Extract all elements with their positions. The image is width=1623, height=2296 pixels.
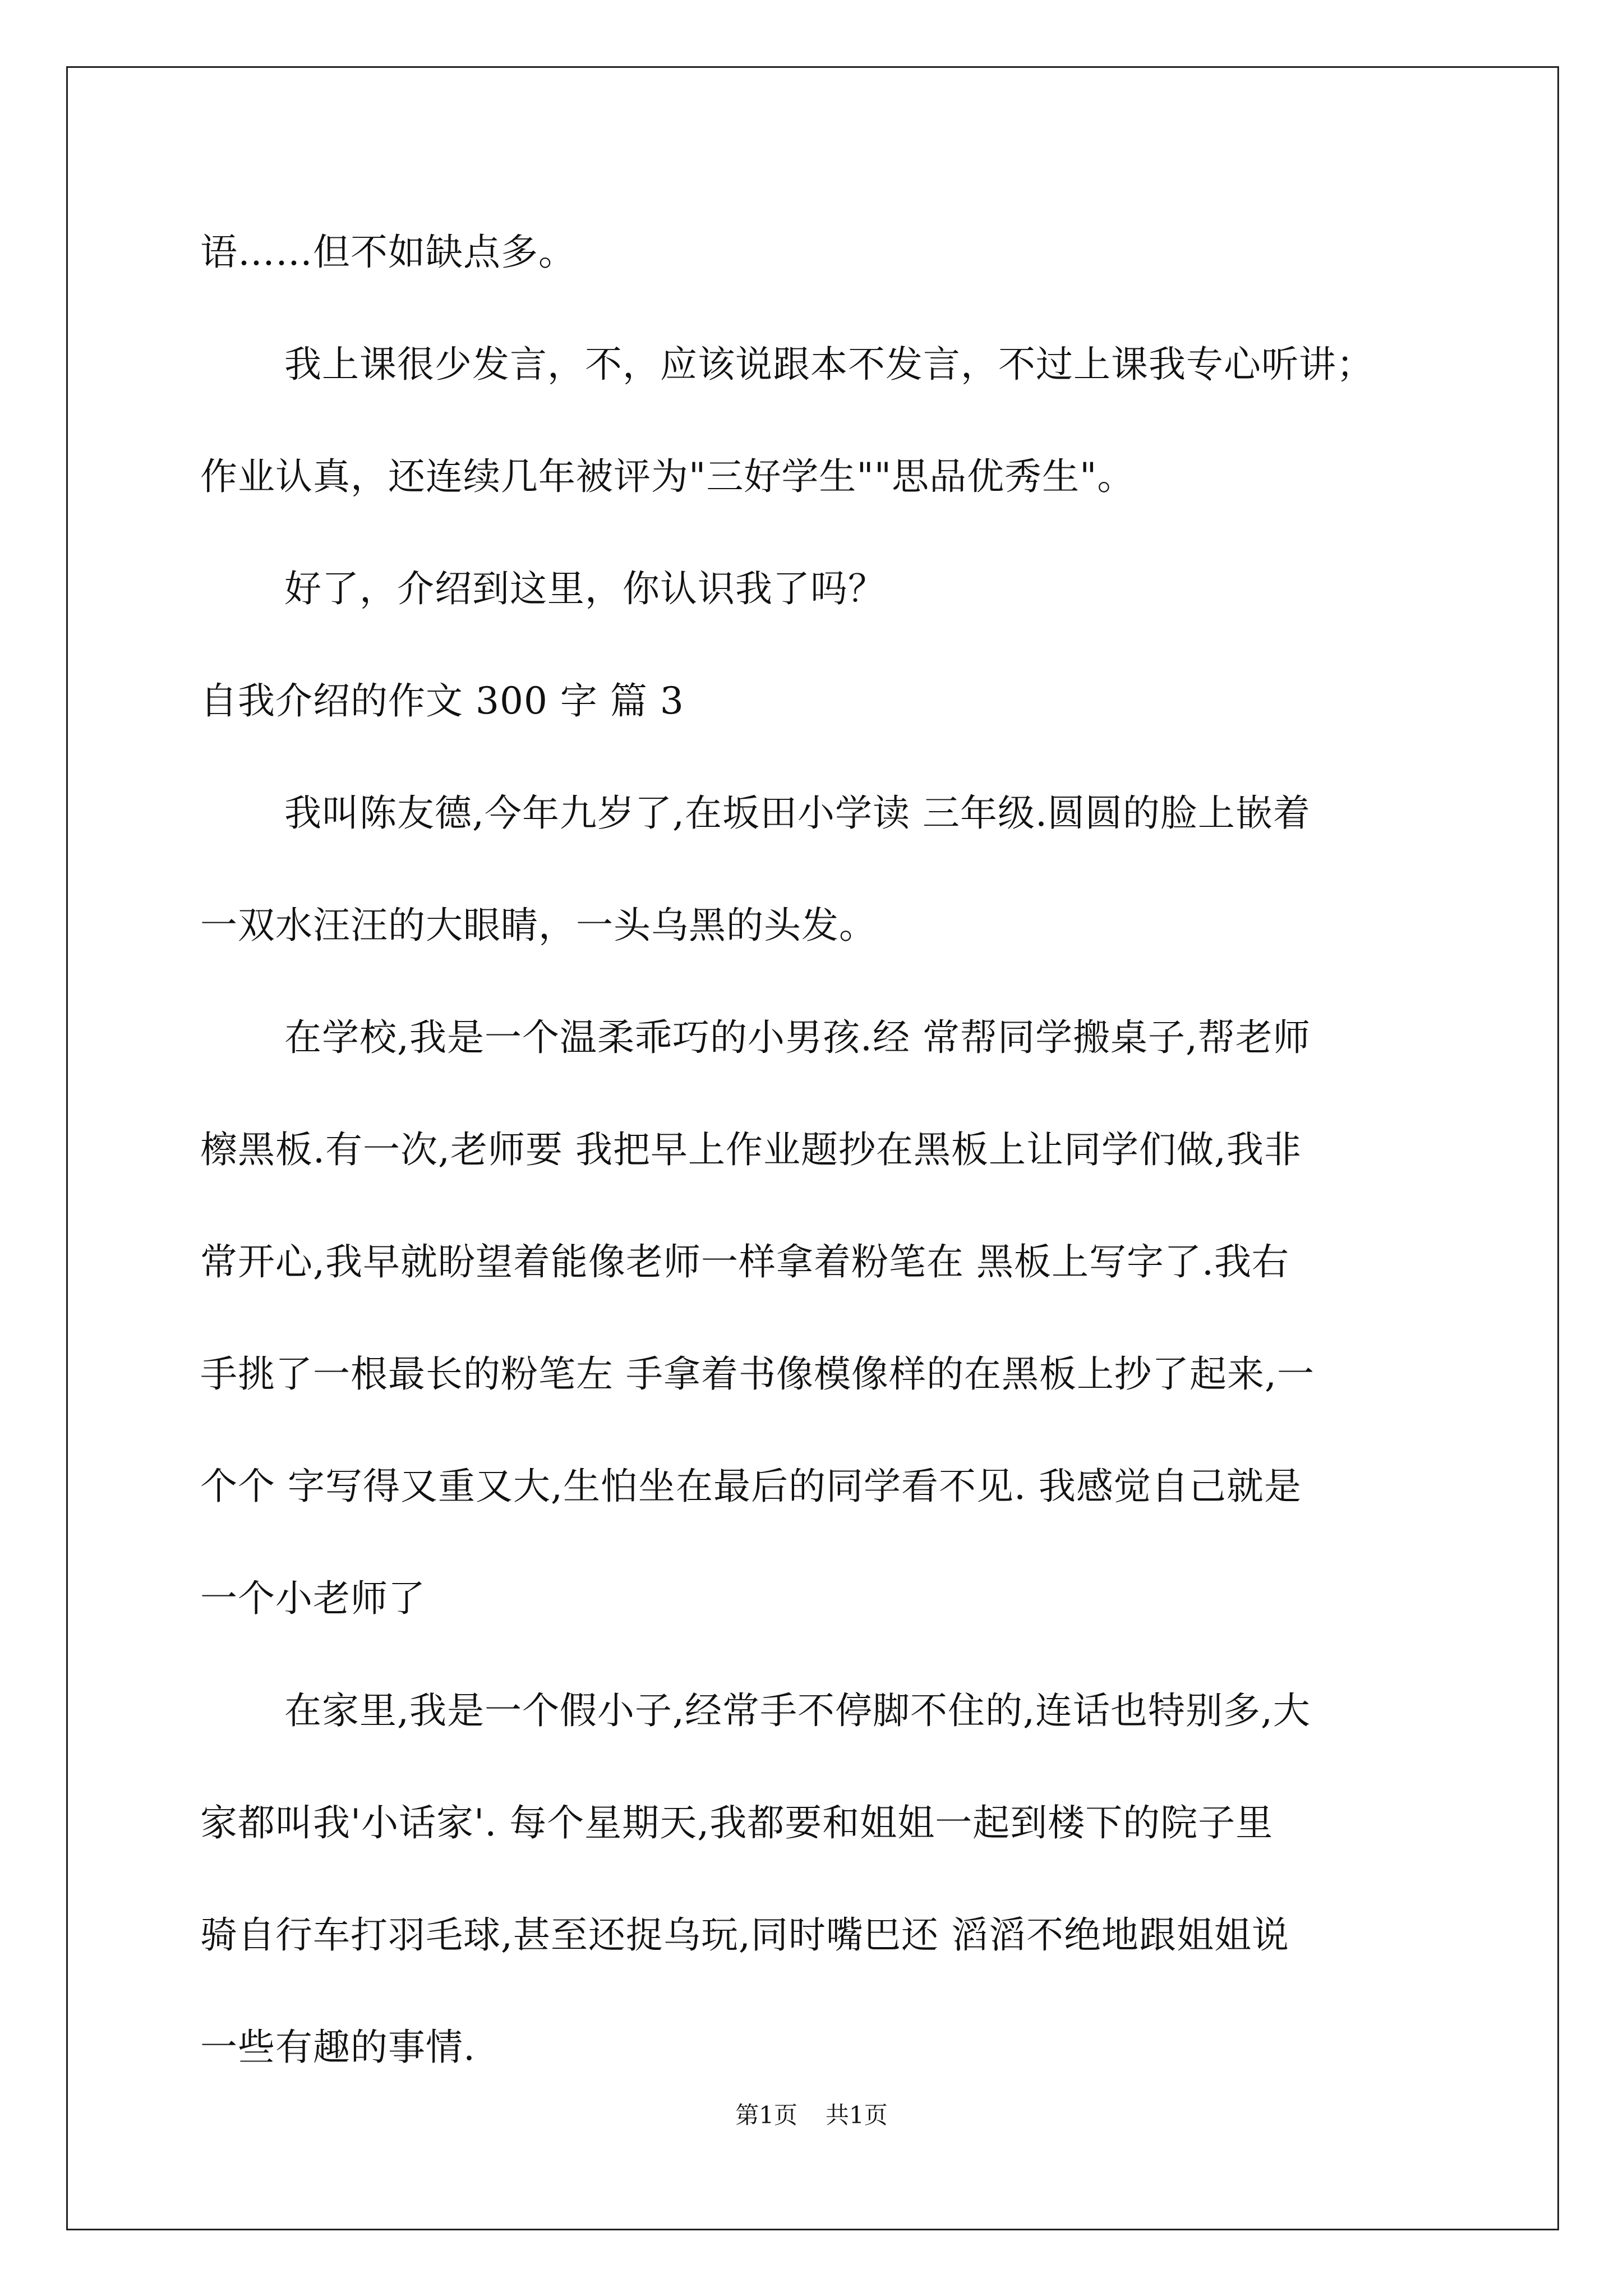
text-line: 一些有趣的事情. [200, 2026, 476, 2069]
text-line: 我叫陈友德,今年九岁了,在坂田小学读 三年级.圆圆的脸上嵌着 [284, 792, 1311, 835]
text-line: 骑自行车打羽毛球,甚至还捉乌玩,同时嘴巴还 滔滔不绝地跟姐姐说 [200, 1913, 1289, 1957]
page-number: 第1页 [735, 2101, 797, 2129]
text-line: 一双水汪汪的大眼睛，一头乌黑的头发。 [200, 904, 877, 947]
text-line: 常开心,我早就盼望着能像老师一样拿着粉笔在 黑板上写字了.我右 [200, 1240, 1289, 1283]
text-line: 檫黑板.有一次,老师要 我把早上作业题抄在黑板上让同学们做,我非 [200, 1128, 1302, 1171]
text-line: 在学校,我是一个温柔乖巧的小男孩.经 常帮同学搬桌子,帮老师 [284, 1016, 1311, 1059]
text-line: 个个 字写得又重又大,生怕坐在最后的同学看不见. 我感觉自己就是 [200, 1465, 1302, 1508]
text-line: 在家里,我是一个假小子,经常手不停脚不住的,连话也特别多,大 [284, 1689, 1311, 1732]
section-heading: 自我介绍的作文 300 字 篇 3 [200, 679, 684, 723]
page-footer [0, 2097, 1623, 2131]
text-line: 好了，介绍到这里，你认识我了吗？ [284, 567, 886, 610]
text-line: 我上课很少发言，不，应该说跟本不发言，不过上课我专心听讲； [284, 343, 1374, 386]
text-line: 作业认真，还连续几年被评为"三好学生""思品优秀生"。 [200, 455, 1135, 498]
text-line: 一个小老师了 [200, 1577, 426, 1620]
page-total: 共1页 [826, 2101, 888, 2129]
document-body [200, 196, 1434, 2104]
text-line: 语……但不如缺点多。 [200, 231, 576, 274]
text-line: 手挑了一根最长的粉笔左 手拿着书像模像样的在黑板上抄了起来,一 [200, 1352, 1315, 1396]
text-line: 家都叫我'小话家'. 每个星期天,我都要和姐姐一起到楼下的院子里 [200, 1801, 1274, 1844]
